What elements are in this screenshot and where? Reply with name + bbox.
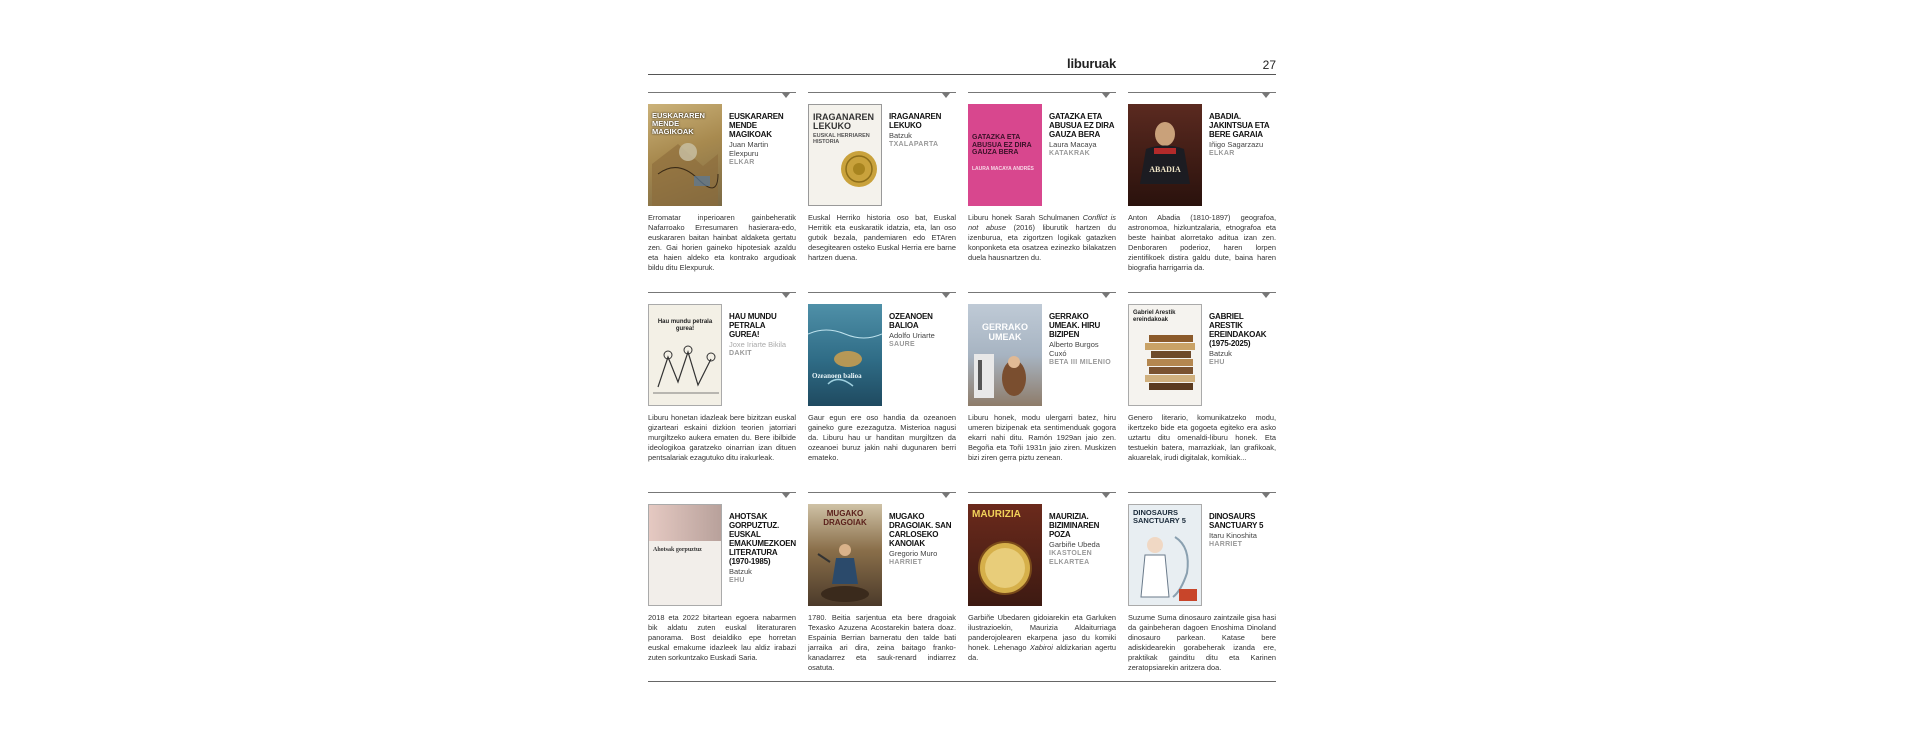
book-title[interactable]: GABRIEL ARESTIK EREINDAKOAK (1975-2025) [1209, 312, 1267, 348]
desc-italic: Xabiroi [1029, 643, 1053, 652]
book-meta [889, 512, 956, 567]
book-description: Gaur egun ere oso handia da ozeanoen gaineko gure ezezagutza. Misterioa nagusi da. Liburu hau ur handitan murgiltzen da ozeanoei buruz jakin nahi dugunaren berri emateko. [808, 413, 956, 462]
book-author: Gregorio Muro [889, 549, 938, 558]
book-author: Garbiñe Ubeda [1049, 540, 1100, 549]
book-rule [648, 292, 796, 293]
book-card [968, 92, 1116, 292]
book-card [968, 292, 1116, 492]
rule-marker-icon [782, 493, 790, 498]
book-description: Liburu honetan idazleak bere bizitzan euskal gizarteari eskaini dizkion teorien jatorriari murgiltzeko aukera ematen du. Bere ibilbide ideologikoa garatzeko oinarrian izan dituen pentsalariak ezagutuko ditu irakurleak. [648, 413, 796, 462]
book-title[interactable]: MUGAKO DRAGOIAK. SAN CARLOSEKO KANOIAK [889, 512, 952, 548]
book-author: Itaru Kinoshita [1209, 531, 1257, 540]
rule-marker-icon [1102, 293, 1110, 298]
book-card [808, 292, 956, 492]
cover-title: Ozeanoen balioa [812, 372, 862, 380]
book-author: Adolfo Uriarte [889, 331, 935, 340]
book-card [808, 492, 956, 692]
book-publisher: SAURE [889, 341, 916, 348]
book-description: Liburu honek, modu ulergarri batez, hiru umeren bizipenak eta sentimenduak gogora ekarri nahi ditu. Ramón 1929an jaio zen. Begoña eta Toñi 1931n jaio ziren. Muskizen bizi ziren gerra piztu zenean. [968, 413, 1116, 462]
book-stack-icon [1143, 329, 1199, 401]
book-description: 2018 eta 2022 bitartean egoera nabarmen bik aldatu zuten euskal literaturaren panorama. Bost deialdiko epe horretan euskal emakume idazleek lau aldiz irabazi zuten sorkuntzako Euskadi Saria. [648, 613, 796, 662]
book-description [968, 213, 1116, 263]
book-cover[interactable] [808, 104, 882, 206]
rule-marker-icon [782, 93, 790, 98]
rule-marker-icon [1102, 93, 1110, 98]
book-title[interactable]: OZEANOEN BALIOA [889, 312, 933, 330]
book-title[interactable]: GERRAKO UMEAK. HIRU BIZIPEN [1049, 312, 1101, 339]
book-author: Laura Macaya [1049, 140, 1097, 149]
book-meta [1209, 512, 1276, 549]
rule-marker-icon [1262, 93, 1270, 98]
book-publisher: TXALAPARTA [889, 141, 939, 148]
rider-illustration-icon [808, 534, 882, 604]
book-description: Genero literario, komunikatzeko modu, ikertzeko bide eta gogoeta egiteko era asko uztartu ditu omenaldi-liburu honek. Eta testuekin batera, marrazkiak, lan grafikoak, akuarelak, irudi digitalak, komikiak... [1128, 413, 1276, 462]
page-number: 27 [1262, 58, 1276, 72]
book-title[interactable]: GATAZKA ETA ABUSUA EZ DIRA GAUZA BERA [1049, 112, 1115, 139]
book-description: Anton Abadia (1810-1897) geografoa, astronomoa, hizkuntzalaria, etnografoa eta beste hainbat alorretako aditua izan zen. Denboraren poderioz, haren lorpen zientifikoek distira galdu dute, baina haren biografia harrigarria da. [1128, 213, 1276, 272]
desc-italic: Conflict is not abuse [968, 213, 1116, 232]
book-cover[interactable] [968, 304, 1042, 406]
footer-rule [648, 681, 1276, 682]
book-card [1128, 292, 1276, 492]
sketch-illustration-icon [653, 337, 719, 397]
rule-marker-icon [1262, 493, 1270, 498]
book-cover[interactable] [1128, 104, 1202, 206]
book-author: Batzuk [1209, 349, 1232, 358]
book-meta [889, 112, 956, 149]
book-title[interactable]: MAURIZIA. BIZIMINAREN POZA [1049, 512, 1100, 539]
page-header [648, 54, 1276, 75]
rule-marker-icon [942, 493, 950, 498]
cover-title: DINOSAURS SANCTUARY 5 [1133, 508, 1186, 525]
book-rule [808, 292, 956, 293]
book-card [1128, 92, 1276, 292]
book-card [648, 292, 796, 492]
rule-marker-icon [782, 293, 790, 298]
cover-title: GERRAKO UMEAK [981, 322, 1028, 342]
book-description [968, 613, 1116, 663]
book-publisher: ELKAR [729, 159, 755, 166]
book-card [648, 492, 796, 692]
book-description: Euskal Herriko historia oso bat, Euskal Herritik eta euskaratik idatzia, eta, lan oso gutxik bezala, pandemiaren edo ETAren desegitearen osteko Euskal Herria ere barne hartzen duena. [808, 213, 956, 262]
cover-title: EUSKARAREN MENDE MAGIKOAK [652, 111, 705, 136]
book-card [808, 92, 956, 292]
book-title[interactable]: HAU MUNDU PETRALA GUREA! [729, 312, 777, 339]
book-rule [808, 92, 956, 93]
rule-marker-icon [942, 293, 950, 298]
rule-marker-icon [942, 93, 950, 98]
book-meta [729, 112, 796, 167]
book-publisher: KATAKRAK [1049, 150, 1091, 157]
book-description: 1780. Beitia sarjentua eta bere dragoiak Texasko Azuzena Acostarekin batera doaz. Espainia Berrian barneratu den talde bati jarraika ari dira, zeina baitago franko-kanadarrez eta sauk-renard indiarrez osatuta. [808, 613, 956, 672]
book-card [648, 92, 796, 292]
book-cover[interactable] [808, 304, 882, 406]
book-meta [1209, 312, 1276, 367]
book-meta [1049, 512, 1116, 567]
manga-illustration-icon [1129, 527, 1202, 605]
book-author: Batzuk [729, 567, 752, 576]
book-author: Batzuk [889, 131, 912, 140]
book-rule [1128, 92, 1276, 93]
magazine-page [648, 0, 1276, 750]
cover-subtitle: LAURA MACAYA ANDRÉS [972, 166, 1034, 172]
book-rule [808, 492, 956, 493]
book-meta [889, 312, 956, 349]
book-rule [648, 92, 796, 93]
book-card [968, 492, 1116, 692]
book-title[interactable]: ABADIA. JAKINTSUA ETA BERE GARAIA [1209, 112, 1270, 139]
book-author: Iñigo Sagarzazu [1209, 140, 1264, 149]
desc-text: (2016) liburutik hartzen du izenburua, eta zigortzen logikak gatazken konponketa eta osatzea ezinezko bilakatzen duela hausnartzen du. [968, 223, 1117, 262]
coin-icon [839, 149, 879, 189]
book-author: Joxe Iriarte Bikila [729, 340, 787, 349]
book-rule [1128, 292, 1276, 293]
book-rule [968, 492, 1116, 493]
book-cover[interactable] [1128, 304, 1202, 406]
cover-title: MUGAKO DRAGOIAK [823, 509, 867, 527]
book-author: Alberto Burgos Cuxó [1049, 340, 1099, 358]
book-author: Juan Martin Elexpuru [729, 140, 769, 158]
cover-title: IRAGANAREN LEKUKO [813, 112, 875, 131]
book-cover[interactable] [1128, 504, 1202, 606]
cover-image [649, 505, 721, 541]
book-meta [1049, 312, 1116, 367]
book-publisher: DAKIT [729, 350, 752, 357]
book-cover[interactable] [648, 304, 722, 406]
rule-marker-icon [1102, 493, 1110, 498]
ocean-illustration-icon [808, 304, 882, 406]
book-title[interactable]: EUSKARAREN MENDE MAGIKOAK [729, 112, 784, 139]
book-meta [729, 512, 796, 585]
book-grid [648, 92, 1276, 692]
book-publisher: HARRIET [889, 559, 923, 566]
desc-text: Garbiñe Ubedaren gidoiarekin eta Garluken ilustrazioekin, Maurizia Aldaiturriaga panderojolearen ekarpena jaso du komiki honek. Lehenago [968, 613, 1116, 652]
book-publisher: EHU [1209, 359, 1225, 366]
ship-illustration-icon [968, 346, 1042, 406]
book-cover[interactable] [968, 504, 1042, 606]
book-publisher: IKASTOLEN ELKARTEA [1049, 550, 1093, 566]
book-publisher: ELKAR [1209, 150, 1235, 157]
book-meta [1209, 112, 1276, 158]
cover-title: Ahotsak gorpuztuz [653, 547, 702, 553]
cover-subtitle: EUSKAL HERRIAREN HISTORIA [813, 133, 870, 145]
section-title: liburuak [1067, 56, 1116, 71]
tambourine-illustration-icon [968, 530, 1042, 602]
book-publisher: HARRIET [1209, 541, 1243, 548]
desc-text: Liburu honek Sarah Schulmanen [968, 213, 1083, 222]
book-cover[interactable] [648, 504, 722, 606]
portrait-illustration-icon [1128, 104, 1202, 206]
book-card [1128, 492, 1276, 692]
cover-title: Hau mundu petrala gurea! [657, 319, 713, 332]
book-title[interactable]: AHOTSAK GORPUZTUZ. EUSKAL EMAKUMEZKOEN LITERATURA (1970-1985) [729, 512, 796, 566]
book-rule [648, 492, 796, 493]
book-cover[interactable] [808, 504, 882, 606]
book-publisher: EHU [729, 577, 745, 584]
book-cover[interactable] [968, 104, 1042, 206]
book-rule [968, 92, 1116, 93]
book-meta [1049, 112, 1116, 158]
book-cover[interactable] [648, 104, 722, 206]
desc-text: aldizkarian agertu da. [968, 643, 1116, 662]
rule-marker-icon [1262, 293, 1270, 298]
book-title[interactable]: IRAGANAREN LEKUKO [889, 112, 942, 130]
book-description: Suzume Suma dinosauro zaintzaile gisa hasi da gainbeheran dagoen Enoshima Dinoland dinosauro parkean. Katase bere adiskidearekin gorabeherak izanda ere, praktikak gainditu ditu eta Karinen zeratopsiarekin aritzera doa. [1128, 613, 1276, 672]
cover-title: ABADIA [1149, 165, 1181, 174]
book-meta [729, 312, 796, 358]
cover-title: GATAZKA ETA ABUSUA EZ DIRA GAUZA BERA [972, 134, 1032, 156]
book-rule [968, 292, 1116, 293]
cover-title: Gabriel Arestik ereindakoak [1133, 310, 1176, 323]
cover-title: MAURIZIA [972, 509, 1021, 520]
book-publisher: BETA III MILENIO [1049, 359, 1111, 366]
book-description: Erromatar inperioaren gainbeheratik Nafarroako Erresumaren hasierara-edo, euskararen baitan hainbat aldaketa gertatu zen. Gai horien gaineko hipotesiak azaldu eta haien aldeko eta kontrako argudioak bildu ditu Elexpuruk. [648, 213, 796, 272]
book-title[interactable]: DINOSAURS SANCTUARY 5 [1209, 512, 1264, 530]
book-rule [1128, 492, 1276, 493]
